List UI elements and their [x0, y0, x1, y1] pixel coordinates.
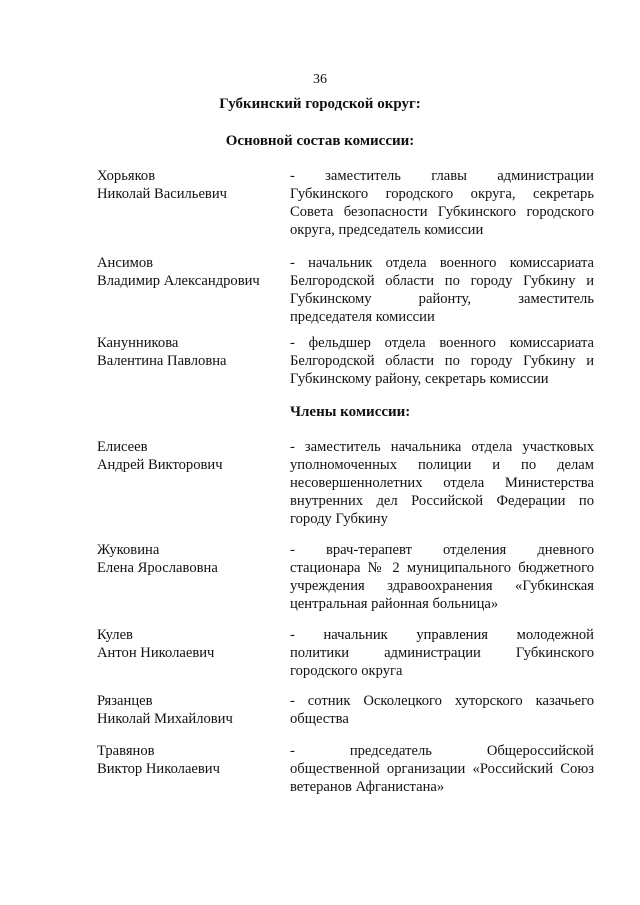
role-line: - заместитель начальника отдела участковых — [290, 439, 594, 455]
surname: Травянов — [97, 743, 155, 759]
role-line: Губкинскому районту, заместитель — [290, 291, 594, 307]
role-line: - сотник Осколецкого хуторского казачьего — [290, 693, 594, 709]
role-line: центральная районная больница» — [290, 596, 499, 612]
role-line: внутренних дел Российской Федерации по — [290, 493, 594, 509]
page-number: 36 — [313, 72, 327, 87]
person-name — [97, 438, 287, 474]
person-name — [97, 541, 287, 577]
surname: Кулев — [97, 627, 133, 643]
surname: Жуковина — [97, 542, 160, 558]
role-line: округа, председатель комиссии — [290, 222, 484, 238]
role-line: стационара № 2 муниципального бюджетного — [290, 560, 594, 576]
given-name: Елена Ярославовна — [97, 560, 218, 576]
role-line: - начальник управления молодежной — [290, 627, 594, 643]
person-name — [97, 334, 287, 370]
person-role — [290, 626, 594, 680]
given-name: Виктор Николаевич — [97, 761, 220, 777]
person-name — [97, 742, 287, 778]
role-line: Губкинскому району, секретарь комиссии — [290, 371, 549, 387]
role-line: Белгородской области по городу Губкину и — [290, 273, 594, 289]
person-role — [290, 541, 594, 613]
person-name — [97, 692, 287, 728]
given-name: Валентина Павловна — [97, 353, 227, 369]
person-role — [290, 334, 594, 388]
role-line: ветеранов Афганистана» — [290, 779, 445, 795]
person-role — [290, 692, 594, 728]
role-line: - начальник отдела военного комиссариата — [290, 255, 594, 271]
person-role — [290, 742, 594, 796]
surname: Рязанцев — [97, 693, 153, 709]
surname: Ансимов — [97, 255, 154, 271]
role-line: общества — [290, 711, 349, 727]
role-line: - заместитель главы администрации — [290, 168, 594, 184]
given-name: Николай Михайлович — [97, 711, 233, 727]
role-line: несовершеннолетних отдела Министерства — [290, 475, 594, 491]
role-line: Белгородской области по городу Губкину и — [290, 353, 594, 369]
person-role — [290, 254, 594, 326]
person-name — [97, 626, 287, 662]
person-role — [290, 438, 594, 528]
given-name: Андрей Викторович — [97, 457, 223, 473]
given-name: Антон Николаевич — [97, 645, 215, 661]
role-line: Совета безопасности Губкинского городского — [290, 204, 594, 220]
surname: Канунникова — [97, 335, 179, 351]
role-line: общественной организации «Российский Союз — [290, 761, 594, 777]
members-title: Члены комиссии: — [290, 404, 411, 420]
surname: Хорьяков — [97, 168, 156, 184]
role-line: учреждения здравоохранения «Губкинская — [290, 578, 594, 594]
district-title: Губкинский городской округ: — [219, 96, 421, 112]
role-line: уполномоченных полиции и по делам — [290, 457, 594, 473]
role-line: - фельдшер отдела военного комиссариата — [290, 335, 594, 351]
role-line: городу Губкину — [290, 511, 388, 527]
main-composition-title: Основной состав комиссии: — [225, 133, 415, 149]
role-line: городского округа — [290, 663, 403, 679]
role-line: - председатель Общероссийской — [290, 743, 594, 759]
person-name — [97, 254, 287, 290]
given-name: Николай Васильевич — [97, 186, 227, 202]
given-name: Владимир Александрович — [97, 273, 260, 289]
role-line: политики администрации Губкинского — [290, 645, 594, 661]
surname: Елисеев — [97, 439, 148, 455]
role-line: председателя комиссии — [290, 309, 435, 325]
role-line: Губкинского городского округа, секретарь — [290, 186, 594, 202]
person-role — [290, 167, 594, 239]
role-line: - врач-терапевт отделения дневного — [290, 542, 594, 558]
person-name — [97, 167, 287, 203]
